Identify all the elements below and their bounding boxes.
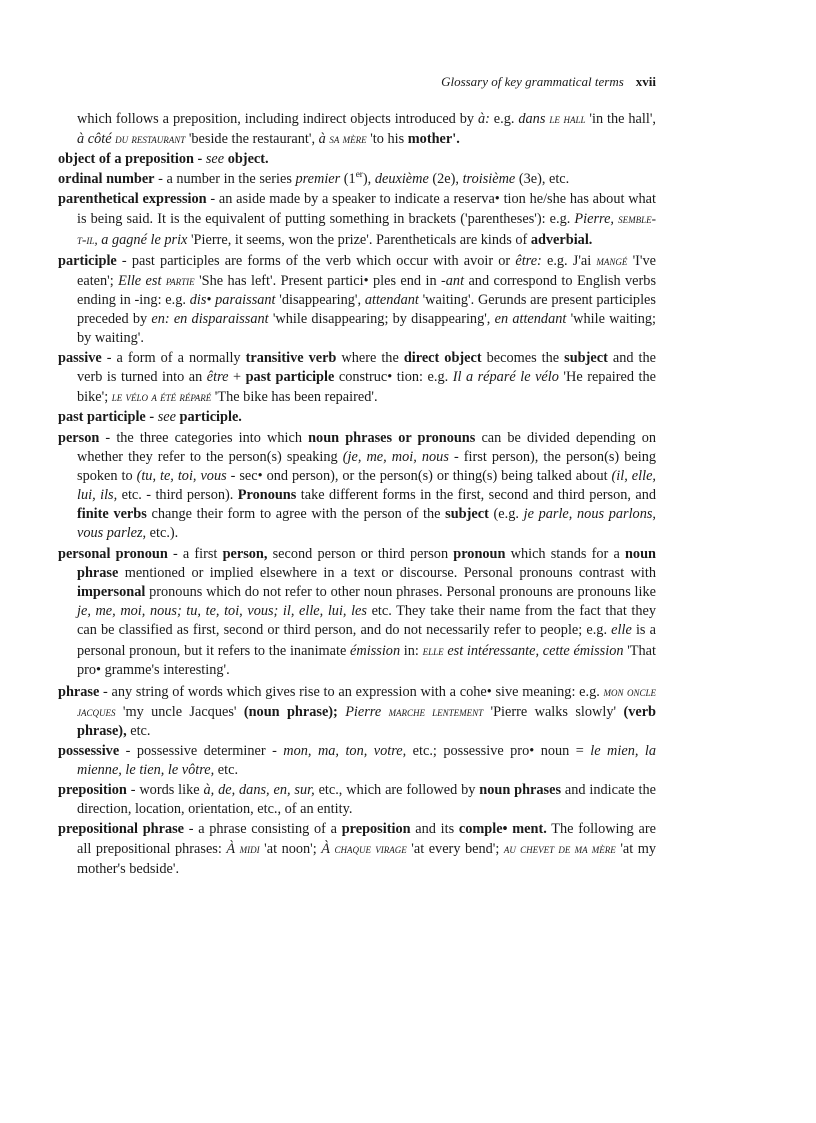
- entry-term: prepositional phrase: [58, 821, 184, 838]
- glossary-entry-continuation: which follows a preposition, including indirect objects introduced by à: e.g. dans le hall 'in the hall', à côté du restaurant 'beside the restaurant', à sa mère 'to his mother'.: [77, 111, 656, 148]
- glossary-body: [58, 109, 656, 880]
- page-number: xvii: [635, 74, 656, 89]
- entry-term: personal pronoun: [58, 546, 168, 563]
- running-title: Glossary of key grammatical terms: [441, 74, 624, 89]
- entry-term: past participle -: [58, 409, 155, 426]
- entry-term: preposition: [58, 782, 127, 799]
- running-header: [58, 73, 656, 91]
- entry-term: ordinal number: [58, 171, 155, 188]
- entry-term: object of a preposition -: [58, 151, 203, 168]
- glossary-entry-passive: passive - a form of a normally transitive verb where the direct object becomes the subject and the verb is turned into an être + past participle construc• tion: e.g. Il a réparé le vélo 'He repaired the bike'; le vélo a été réparé 'The bike has been repaired'.: [58, 350, 657, 406]
- glossary-entry-parenthetical-expression: parenthetical expression - an aside made by a speaker to indicate a reserva• tion he/she has about what is being said. It is the equivalent of putting something in brackets ('parentheses'): e.g. Pierre, semble-t-il, a gagné le prix 'Pierre, it seems, won the prize'. Parentheticals are kinds of adverbial.: [58, 191, 656, 248]
- glossary-entry-object-of-a-preposition: object of a preposition - see object.: [58, 151, 269, 168]
- entry-term: parenthetical expression: [58, 191, 207, 208]
- glossary-entry-personal-pronoun: personal pronoun - a first person, second person or third person pronoun which stands for a noun phrase mentioned or implied elsewhere in a text or discourse. Personal pronouns contrast with impersonal pronouns which do not refer to other noun phrases. Personal pronouns are pronouns like je, me, moi, nous; tu, te, toi, vous; il, elle, lui, les etc. They take their name from the fact that they can be classified as first, second or third person, and do not necessarily refer to people; e.g. elle is a personal pronoun, but it refers to the inanimate émission in: elle est intéressante, cette émission 'That pro• gramme's interesting'.: [58, 546, 656, 678]
- glossary-entry-past-participle: past participle - see participle.: [58, 409, 242, 426]
- entry-term: passive: [58, 350, 102, 367]
- entry-term: participle: [58, 252, 117, 269]
- glossary-entry-phrase: phrase - any string of words which gives rise to an expression with a cohe• sive meaning: e.g. mon oncle jacques 'my uncle Jacques' (noun phrase); Pierre marche lentement 'Pierre walks slowly' (verb phrase), etc.: [58, 683, 657, 739]
- entry-term: phrase: [58, 683, 100, 700]
- glossary-entry-preposition: preposition - words like à, de, dans, en, sur, etc., which are followed by noun phrases and indicate the direction, location, orientation, etc., of an entity.: [58, 782, 656, 818]
- glossary-entry-ordinal-number: ordinal number - a number in the series premier (1er), deuxième (2e), troisième (3e), etc.: [58, 170, 570, 188]
- entry-term: possessive: [58, 743, 120, 759]
- glossary-entry-person: person - the three categories into which noun phrases or pronouns can be divided depending on whether they refer to the person(s) speaking (je, me, moi, nous - first person), the person(s) being spoken to (tu, te, toi, vous - sec• ond person), or the person(s) or thing(s) being talked about (il, elle, lui, ils, etc. - third person). Pronouns take different forms in the first, second and third person, and finite verbs change their form to agree with the person of the subject (e.g. je parle, nous parlons, vous parlez, etc.).: [58, 429, 657, 541]
- entry-term: person: [58, 429, 100, 446]
- glossary-entry-possessive: possessive - possessive determiner - mon, ma, ton, votre, etc.; possessive pro• noun = le mien, la mienne, le tien, le vôtre, etc.: [58, 743, 657, 779]
- glossary-entry-participle: participle - past participles are forms of the verb which occur with avoir or être: e.g. J'ai mangé 'I've eaten'; Elle est partie 'She has left'. Present partici• ples end in -ant and correspond to English verbs ending in -ing: e.g. dis• paraissant 'disappearing', attendant 'waiting'. Gerunds are present participles preceded by en: en disparaissant 'while disappearing; by disappearing', en attendant 'while waiting; by waiting'.: [58, 252, 657, 347]
- glossary-entry-prepositional-phrase: prepositional phrase - a phrase consisting of a preposition and its comple• ment. The following are all prepositional phrases: À midi 'at noon'; À chaque virage 'at every bend'; au chevet de ma mère 'at my mother's bedside'.: [58, 821, 657, 877]
